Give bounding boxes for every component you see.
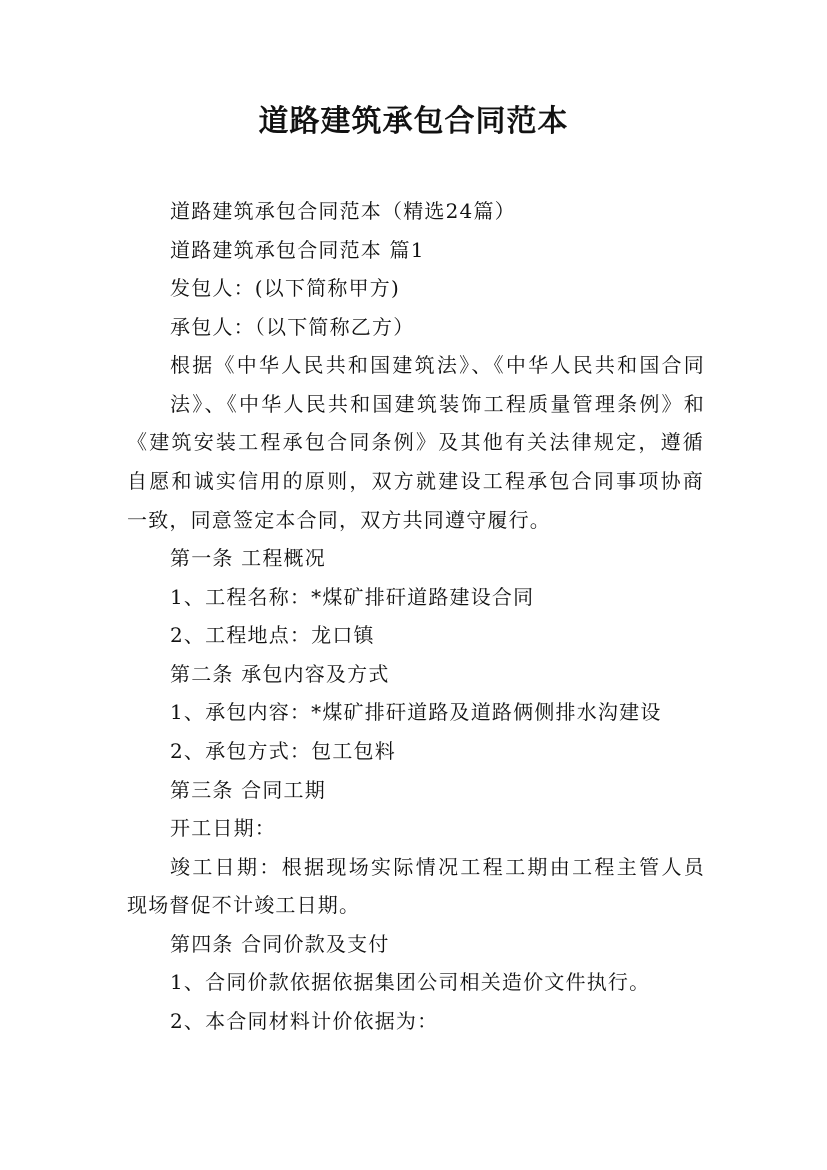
paragraph-line: 1、承包内容：*煤矿排矸道路及道路俩侧排水沟建设 <box>170 700 662 724</box>
paragraph-line: 一致，同意签定本合同，双方共同遵守履行。 <box>127 508 551 532</box>
paragraph-line: 2、承包方式：包工包料 <box>170 739 396 763</box>
document-title: 道路建筑承包合同范本 <box>258 104 569 139</box>
paragraph-line: 承包人：（以下简称乙方） <box>170 315 415 339</box>
article-heading: 第四条 合同价款及支付 <box>170 932 390 956</box>
paragraph-line: 《建筑安装工程承包合同条例》及其他有关法律规定，遵循 <box>127 430 704 454</box>
article-heading: 第三条 合同工期 <box>170 778 326 802</box>
paragraph-line: 发包人：(以下简称甲方) <box>170 276 401 300</box>
subtitle-line: 道路建筑承包合同范本（精选24篇） <box>170 199 516 223</box>
paragraph-line: 法》、《中华人民共和国建筑装饰工程质量管理条例》和 <box>170 392 705 416</box>
paragraph-line: 现场督促不计竣工日期。 <box>127 893 361 917</box>
paragraph-line: 根据《中华人民共和国建筑法》、《中华人民共和国合同 <box>170 353 705 377</box>
paragraph-line: 2、本合同材料计价依据为： <box>170 1009 439 1033</box>
paragraph-line: 开工日期： <box>170 816 276 840</box>
paragraph-line: 1、工程名称：*煤矿排矸道路建设合同 <box>170 585 535 609</box>
paragraph-line: 1、合同价款依据依据集团公司相关造价文件执行。 <box>170 970 651 994</box>
article-heading: 第二条 承包内容及方式 <box>170 662 390 686</box>
paragraph-line: 2、工程地点：龙口镇 <box>170 623 375 647</box>
paragraph-line: 竣工日期：根据现场实际情况工程工期由工程主管人员 <box>170 855 705 879</box>
article-heading: 第一条 工程概况 <box>170 546 326 570</box>
paragraph-line: 自愿和诚实信用的原则，双方就建设工程承包合同事项协商 <box>127 469 704 493</box>
section-heading: 道路建筑承包合同范本 篇1 <box>170 238 425 262</box>
